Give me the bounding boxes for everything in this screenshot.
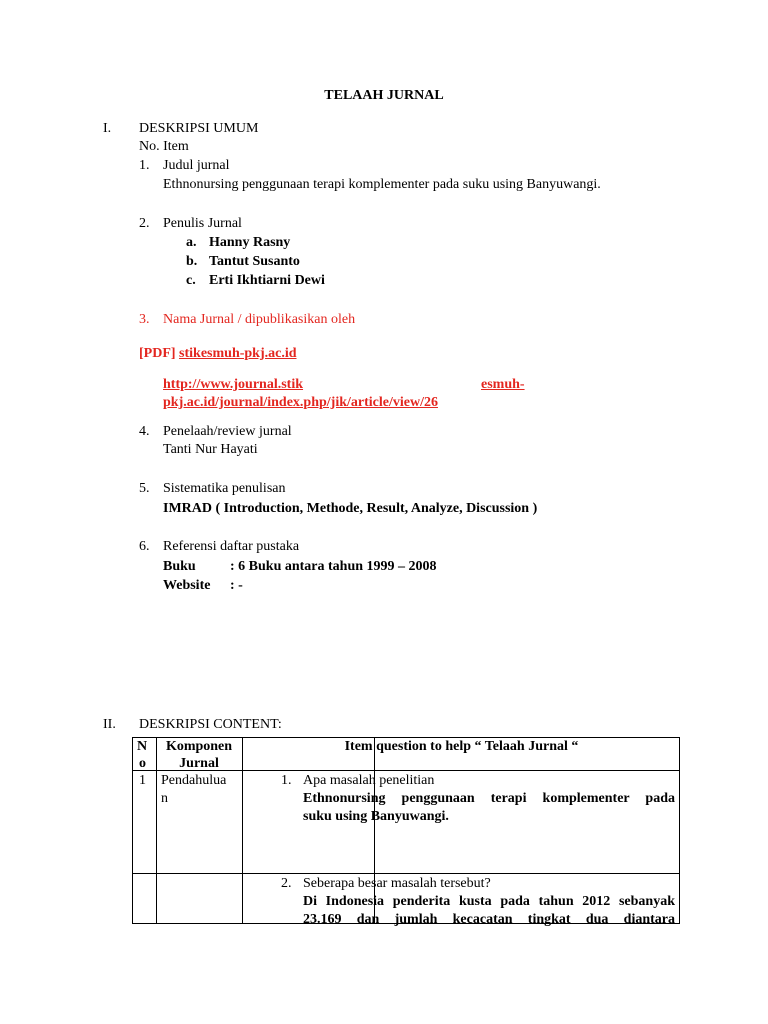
- item-1-number: 1.: [139, 158, 150, 173]
- author-c-name: Erti Ikhtiarni Dewi: [209, 273, 325, 288]
- header-komponen-line1: Komponen: [165, 739, 233, 754]
- journal-url-part1[interactable]: http://www.journal.stik: [163, 377, 304, 392]
- item-3-number: 3.: [139, 312, 150, 327]
- table-divider: [242, 738, 243, 923]
- header-item-question: Item question to help “ Telaah Jurnal “: [344, 739, 579, 754]
- document-title: TELAAH JURNAL: [324, 88, 444, 103]
- journal-title-value: Ethnonursing penggunaan terapi komplementer pada suku using Banyuwangi.: [163, 177, 601, 192]
- author-a-letter: a.: [186, 235, 197, 250]
- row-1-question-text: Apa masalah penelitian: [303, 773, 435, 788]
- row-1-komponen-line2: n: [161, 791, 168, 806]
- row-1-number: 1: [139, 773, 146, 788]
- item-4-label: Penelaah/review jurnal: [163, 424, 292, 439]
- item-2-number: 2.: [139, 216, 150, 231]
- section-2-heading: DESKRIPSI CONTENT:: [139, 717, 282, 732]
- item-5-label: Sistematika penulisan: [163, 481, 286, 496]
- row-2-question-number: 2.: [281, 876, 292, 891]
- author-b-name: Tantut Susanto: [209, 254, 300, 269]
- item-3-label: Nama Jurnal / dipublikasikan oleh: [163, 312, 356, 327]
- row-2-answer: [303, 893, 675, 929]
- item-4-number: 4.: [139, 424, 150, 439]
- journal-url-part2[interactable]: esmuh-: [481, 377, 525, 392]
- pdf-line: [139, 345, 297, 363]
- item-5-number: 5.: [139, 481, 150, 496]
- row-1-answer-line2: suku using Banyuwangi.: [303, 809, 449, 824]
- writing-system-value: IMRAD ( Introduction, Methode, Result, Analyze, Discussion ): [163, 501, 538, 516]
- website-label: Website: [163, 578, 211, 593]
- table-divider: [133, 873, 679, 874]
- row-1-question-number: 1.: [281, 773, 292, 788]
- header-komponen-line2: Jurnal: [179, 756, 219, 771]
- author-b-letter: b.: [186, 254, 198, 269]
- section-2-numeral: II.: [103, 717, 116, 732]
- buku-value: : 6 Buku antara tahun 1999 – 2008: [230, 559, 437, 574]
- header-no-line1: N: [137, 739, 148, 754]
- reviewer-name: Tanti Nur Hayati: [163, 442, 258, 457]
- pdf-source-link[interactable]: stikesmuh-pkj.ac.id: [179, 346, 297, 361]
- row-2-answer-line1: Di Indonesia penderita kusta pada tahun 2012 sebanyak: [303, 894, 675, 909]
- item-2-label: Penulis Jurnal: [163, 216, 242, 231]
- row-1-answer: [303, 790, 675, 826]
- no-item-label: No. Item: [139, 139, 189, 154]
- item-6-label: Referensi daftar pustaka: [163, 539, 300, 554]
- row-1-komponen-line1: Pendahulua: [161, 773, 227, 788]
- row-2-answer-line2: 23.169 dan jumlah kecacatan tingkat dua diantara: [303, 912, 675, 927]
- header-no-line2: o: [139, 756, 146, 771]
- row-1-answer-line1: Ethnonursing penggunaan terapi komplementer pada: [303, 791, 675, 806]
- row-2-question-text: Seberapa besar masalah tersebut?: [303, 876, 491, 891]
- section-1-numeral: I.: [103, 121, 112, 136]
- buku-label: Buku: [163, 559, 196, 574]
- author-a-name: Hanny Rasny: [209, 235, 291, 250]
- section-1-heading: DESKRIPSI UMUM: [139, 121, 259, 136]
- item-1-label: Judul jurnal: [163, 158, 230, 173]
- pdf-tag: [PDF]: [139, 346, 176, 361]
- item-6-number: 6.: [139, 539, 150, 554]
- content-table: [132, 737, 680, 927]
- journal-url-line2[interactable]: pkj.ac.id/journal/index.php/jik/article/view/26: [163, 395, 438, 410]
- website-value: : -: [230, 578, 243, 593]
- author-c-letter: c.: [186, 273, 196, 288]
